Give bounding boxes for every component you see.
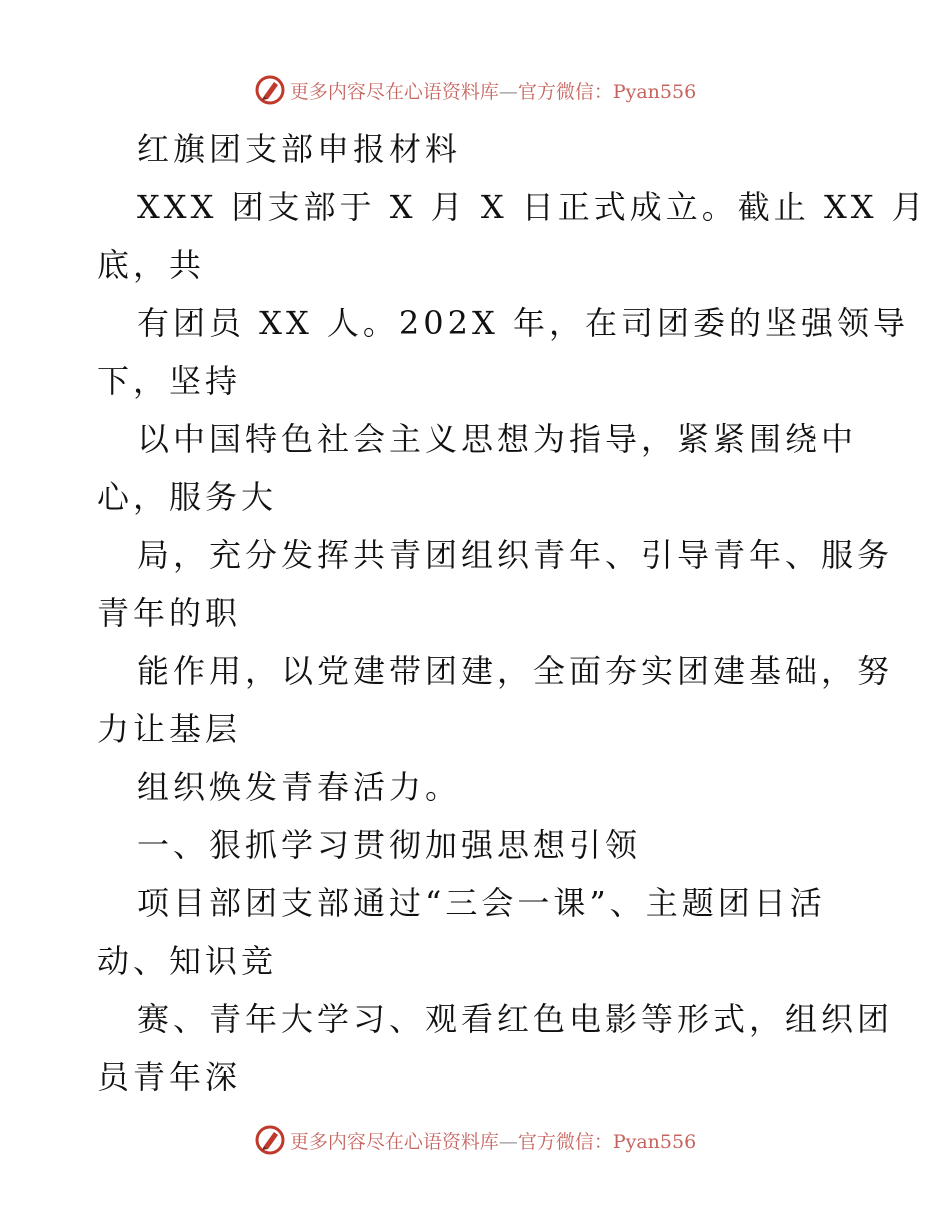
paragraph-line: 下，坚持 [97,362,242,400]
paragraph-line: 力让基层 [97,710,242,748]
paragraph-line: 员青年深 [97,1058,242,1096]
paragraph-line: 动、知识竞 [97,942,278,980]
paragraph-line: 心，服务大 [97,478,278,516]
paragraph-line: 有团员 XX 人。202X 年，在司团委的坚强领导 [137,304,909,342]
document-body [97,120,928,1106]
document-title: 红旗团支部申报材料 [137,130,462,168]
banner-text: 更多内容尽在心语资料库—官方微信：Pyan556 [289,1130,697,1153]
paragraph-line: 组织焕发青春活力。 [137,768,462,806]
section-heading: 一、狠抓学习贯彻加强思想引领 [137,826,642,864]
pen-logo-icon [254,1124,286,1156]
paragraph-line: 局，充分发挥共青团组织青年、引导青年、服务 [137,536,894,574]
paragraph-line: 项目部团支部通过“三会一课”、主题团日活 [137,884,826,922]
banner-text: 更多内容尽在心语资料库—官方微信：Pyan556 [289,80,697,103]
paragraph-line: XXX 团支部于 X 月 X 日正式成立。截止 XX 月 [137,188,928,226]
paragraph-line: 赛、青年大学习、观看红色电影等形式，组织团 [137,1000,894,1038]
pen-logo-icon [254,74,286,106]
paragraph-line: 底，共 [97,246,206,284]
footer-banner [0,1120,950,1160]
paragraph-line: 能作用，以党建带团建，全面夯实团建基础，努 [137,652,894,690]
paragraph-line: 以中国特色社会主义思想为指导，紧紧围绕中 [137,420,858,458]
header-banner [0,70,950,110]
paragraph-line: 青年的职 [97,594,242,632]
